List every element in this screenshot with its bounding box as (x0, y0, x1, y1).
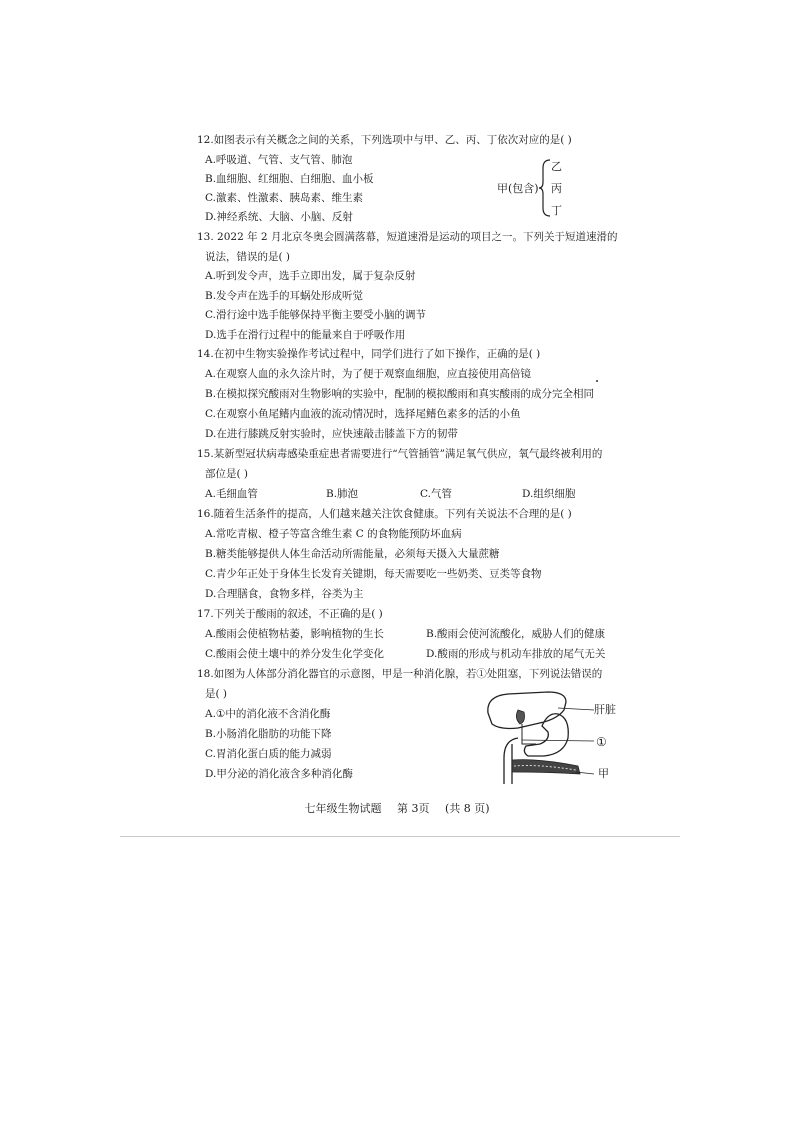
q13-option-b: B.发令声在选手的耳蜗处形成听觉 (205, 290, 364, 302)
q18-option-d: D.甲分泌的消化液含多种消化酶 (205, 768, 353, 780)
q14-stem: 14.在初中生物实验操作考试过程中，同学们进行了如下操作，正确的是( ) (197, 348, 541, 360)
q17-option-a: A.酸雨会使植物枯萎，影响植物的生长 (205, 628, 384, 640)
page-footer (0, 800, 794, 816)
q14-option-c: C.在观察小鱼尾鳍内血液的流动情况时，选择尾鳍色素多的活的小鱼 (205, 408, 521, 420)
footer-total: (共 8 页) (444, 802, 490, 815)
q17-option-d: D.酸雨的形成与机动车排放的尾气无关 (426, 648, 606, 660)
q18-option-c: C.胃消化蛋白质的能力减弱 (205, 748, 332, 760)
liver-shape (488, 692, 566, 729)
duct-label: ① (596, 735, 607, 749)
q18-stem-line1: 18.如图为人体部分消化器官的示意图，甲是一种消化腺，若①处阻塞，下列说法错误的 (197, 668, 603, 680)
q17-option-c: C.酸雨会使土壤中的养分发生化学变化 (205, 648, 384, 660)
q12-stem: 12.如图表示有关概念之间的关系，下列选项中与甲、乙、丙、丁依次对应的是( ) (197, 134, 572, 146)
footer-subject: 七年级生物试题 (304, 802, 382, 815)
footer-page: 第 3页 (396, 802, 430, 815)
q13-option-d: D.选手在滑行过程中的能量来自于呼吸作用 (205, 329, 406, 341)
q12-option-a: A.呼吸道、气管、支气管、肺泡 (205, 154, 353, 166)
stomach-shape (524, 714, 568, 756)
q16-stem: 16.随着生活条件的提高，人们越来越关注饮食健康。下列有关说法不合理的是( ) (197, 508, 572, 520)
q13-option-a: A.听到发令声，选手立即出发，属于复杂反射 (205, 270, 416, 282)
gallbladder-shape (516, 710, 524, 724)
sheet-bottom-edge (120, 836, 680, 837)
q13-stem-line2: 说法，错误的是( ) (205, 251, 291, 263)
q15-option-b: B.肺泡 (326, 488, 359, 500)
q12-diagram-parent: 甲(包含) (497, 182, 539, 195)
q15-option-a: A.毛细血管 (205, 488, 258, 500)
q15-option-c: C.气管 (420, 488, 452, 500)
q16-option-b: B.糖类能够提供人体生命活动所需能量，必须每天摄入大量蔗糖 (205, 548, 500, 560)
q18-option-b: B.小肠消化脂肪的功能下降 (205, 728, 332, 740)
q15-stem-line2: 部位是( ) (205, 468, 249, 480)
q16-option-a: A.常吃青椒、橙子等富含维生素 C 的食物能预防坏血病 (205, 528, 462, 540)
q14-option-d: D.在进行膝跳反射实验时，应快速敲击膝盖下方的韧带 (205, 428, 458, 440)
q15-stem-line1: 15.某新型冠状病毒感染重症患者需要进行“气管插管”满足氧气供应，氧气最终被利用的 (197, 448, 603, 460)
q14-option-b: B.在模拟探究酸雨对生物影响的实验中，配制的模拟酸雨和真实酸雨的成分完全相同 (205, 388, 595, 400)
q18-option-a: A.①中的消化液不含消化酶 (205, 708, 331, 720)
q14-option-a: A.在观察人血的永久涂片时，为了便于观察血细胞，应直接使用高倍镜 (205, 368, 531, 380)
q12-brace (538, 158, 552, 218)
q13-stem-line1: 13. 2022 年 2 月北京冬奥会圆满落幕，短道速滑是运动的项目之一。下列关于短道速滑的 (197, 231, 618, 243)
q18-stem-line2: 是( ) (205, 688, 228, 700)
gland-label: 甲 (598, 767, 609, 780)
q15-option-d: D.组织细胞 (522, 488, 576, 500)
q12-child-yi: 乙 (551, 160, 562, 173)
q12-option-d: D.神经系统、大脑、小脑、反射 (205, 211, 353, 223)
q12-child-bing: 丙 (551, 182, 562, 195)
q13-option-c: C.滑行途中选手能够保持平衡主要受小脑的调节 (205, 309, 426, 321)
q16-option-c: C.青少年正处于身体生长发育关键期，每天需要吃一些奶类、豆类等食物 (205, 568, 542, 580)
q12-option-c: C.激素、性激素、胰岛素、维生素 (205, 192, 363, 204)
q16-option-d: D.合理膳食，食物多样，谷类为主 (205, 588, 364, 600)
liver-label: 肝脏 (594, 703, 616, 716)
q17-stem: 17.下列关于酸雨的叙述，不正确的是( ) (197, 608, 383, 620)
q12-child-ding: 丁 (551, 204, 562, 217)
q17-option-b: B.酸雨会使河流酸化，威胁人们的健康 (426, 628, 606, 640)
scan-speck (596, 380, 598, 382)
q12-option-b: B.血细胞、红细胞、白细胞、血小板 (205, 173, 374, 185)
digestive-organs-figure (478, 688, 598, 788)
